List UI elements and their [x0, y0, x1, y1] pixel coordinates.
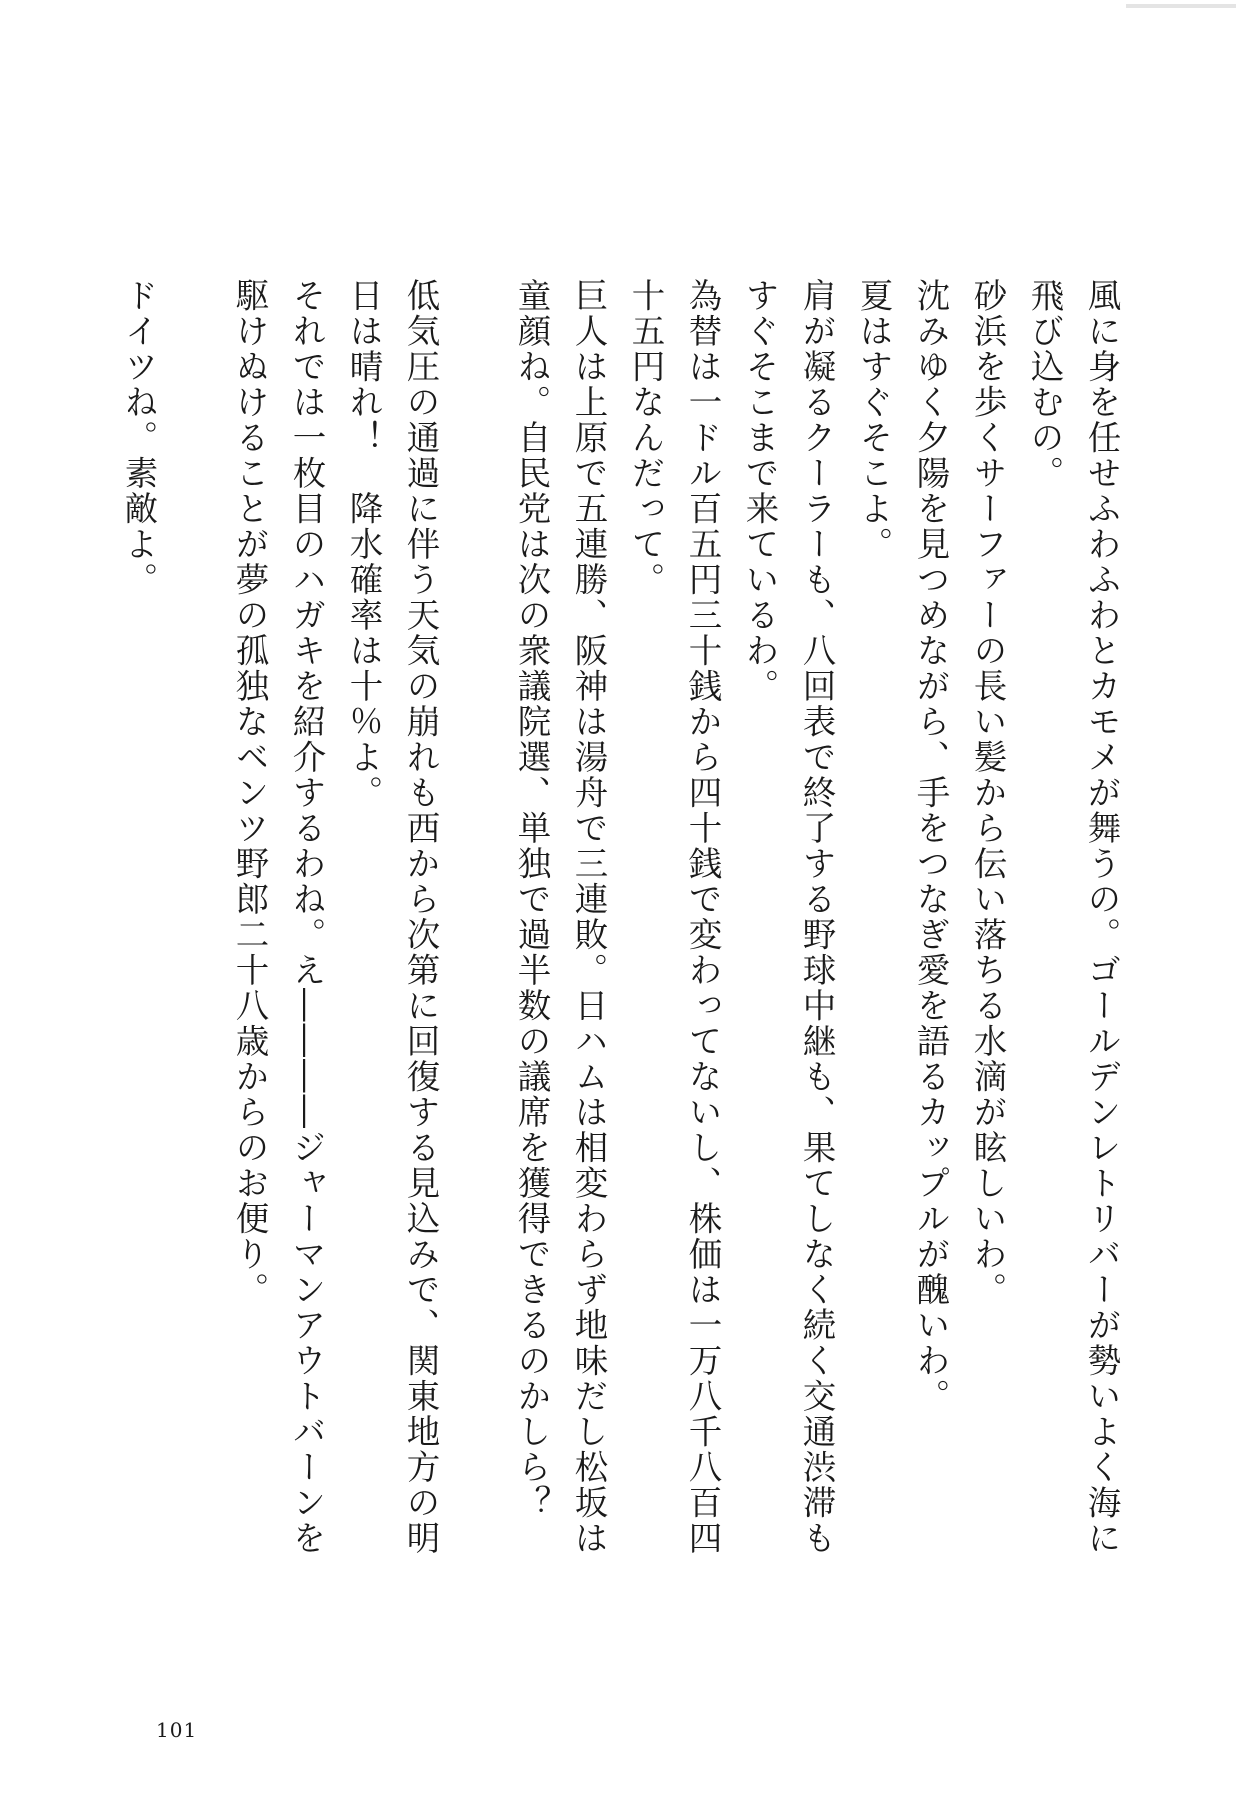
text-line: ドイツね。素敵よ。: [119, 278, 158, 598]
text-line: 風に身を任せふわふわとカモメが舞うの。ゴールデンレトリバーが勢いよく海に飛び込むの。: [1025, 278, 1121, 1556]
text-line: 巨人は上原で五連勝、阪神は湯舟で三連敗。日ハムは相変わらず地味だし松坂は童顔ね。自民党は次の衆議院選、単独で過半数の議席を獲得できるのかしら？: [512, 278, 608, 1556]
header-mark: [1126, 4, 1236, 8]
page-number: 101: [156, 1718, 198, 1742]
text-line: 砂浜を歩くサーファーの長い髪から伝い落ちる水滴が眩しいわ。: [968, 278, 1007, 1308]
text-line: 夏はすぐそこよ。: [854, 278, 893, 562]
vertical-text-block: [119, 278, 1130, 1578]
text-line: それでは一枚目のハガキを紹介するわね。え――――ジャーマンアウトバーンを駆けぬけることが夢の孤独なベンツ野郎二十八歳からのお便り。: [230, 278, 326, 1556]
text-line: 低気圧の通過に伴う天気の崩れも西から次第に回復する見込みで、関東地方の明日は晴れ！ 降水確率は十％よ。: [344, 278, 440, 1556]
text-line: 為替は一ドル百五円三十銭から四十銭で変わってないし、株価は一万八千八百四十五円なんだって。: [626, 278, 722, 1556]
text-line: 肩が凝るクーラーも、八回表で終了する野球中継も、果てしなく続く交通渋滞もすぐそこまで来ているわ。: [740, 278, 836, 1556]
text-line: 沈みゆく夕陽を見つめながら、手をつなぎ愛を語るカップルが醜いわ。: [911, 278, 950, 1414]
